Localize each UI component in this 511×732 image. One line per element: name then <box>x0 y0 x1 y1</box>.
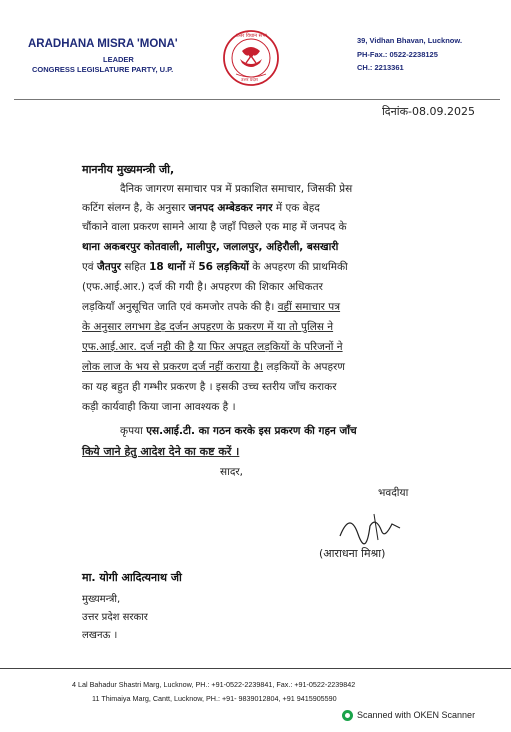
scanner-text: Scanned with OKEN Scanner <box>357 710 476 720</box>
footer-address-1: 4 Lal Bahadur Shastri Marg, Lucknow, PH.: +91-0522-2239841, Fax.: +91-0522-2239842 <box>72 680 356 689</box>
signatory-name: (आराधना मिश्रा) <box>319 547 386 560</box>
recipient-city: लखनऊ । <box>82 630 118 641</box>
footer-divider <box>0 668 511 669</box>
emblem-bottom-text: उत्तर प्रदेश <box>241 78 258 83</box>
sender-role: LEADER <box>103 55 134 64</box>
body-line: किये जाने हेतु आदेश देने का कष्ट करें । <box>82 445 240 458</box>
recipient-govt: उत्तर प्रदेश सरकार <box>82 612 148 623</box>
body-line: कटिंग संलग्न है, के अनुसार जनपद अम्बेडकर नगर में एक बेहद <box>82 202 320 214</box>
body-line: दैनिक जागरण समाचार पत्र में प्रकाशित समाचार, जिसकी प्रेस <box>120 183 353 195</box>
body-line: लोक लाज के भय से प्रकरण दर्ज नहीं कराया है। लड़कियों के अपहरण <box>82 361 345 373</box>
scanner-logo-icon <box>342 710 353 721</box>
sender-party: CONGRESS LEGISLATURE PARTY, U.P. <box>32 65 174 74</box>
footer-address-2: 11 Thimaiya Marg, Cantt, Lucknow, PH.: +91- 9839012804, +91 9415905590 <box>92 694 337 703</box>
body-line: एफ.आई.आर. दर्ज नही की है या फिर अपहृत लड़कियों के परिजनों ने <box>82 341 343 353</box>
emblem-top-text: उत्तर विधान सभा <box>236 33 267 39</box>
recipient-name: मा. योगी आदित्यनाथ जी <box>82 571 182 584</box>
office-ch: CH.: 2213361 <box>357 63 404 72</box>
body-line: के अनुसार लगभग डेढ़ दर्जन अपहरण के प्रकरण में या तो पुलिस ने <box>82 321 334 333</box>
signature-image <box>330 506 410 546</box>
body-line: चौंकाने वाला प्रकरण सामने आया है जहाँ पिछले एक माह में जनपद के <box>82 221 347 233</box>
body-line: थाना अकबरपुर कोतवाली, मालीपुर, जलालपुर, अहिरौली, बसखारी <box>82 241 339 253</box>
header-divider <box>14 99 500 100</box>
body-line: कड़ी कार्यवाही किया जाना आवश्यक है । <box>82 401 236 413</box>
body-line: (एफ.आई.आर.) दर्ज की गयी है। अपहरण की शिकार अधिकतर <box>82 281 323 293</box>
office-phone-fax: PH-Fax.: 0522-2238125 <box>357 50 438 59</box>
body-line: का यह बहुत ही गम्भीर प्रकरण है । इसकी उच्च स्तरीय जाँच कराकर <box>82 381 337 393</box>
recipient-title: मुख्यमन्त्री, <box>82 594 121 605</box>
salutation: माननीय मुख्यमन्त्री जी, <box>82 163 175 176</box>
scanner-watermark <box>342 710 475 721</box>
body-line: कृपया एस.आई.टी. का गठन करके इस प्रकरण की गहन जाँच <box>120 425 357 437</box>
signoff: भवदीया <box>378 487 409 499</box>
letter-date: दिनांक-08.09.2025 <box>381 105 475 118</box>
body-line: एवं जैतपुर सहित 18 थानों में 56 लड़कियों के अपहरण की प्राथमिकी <box>82 261 348 273</box>
closing: सादर, <box>220 466 244 478</box>
sender-name: ARADHANA MISRA 'MONA' <box>28 38 178 50</box>
body-line: लड़कियाँ अनुसूचित जाति एवं कमजोर तपके की है। वहीं समाचार पत्र <box>82 301 341 313</box>
office-address: 39, Vidhan Bhavan, Lucknow. <box>357 36 463 45</box>
